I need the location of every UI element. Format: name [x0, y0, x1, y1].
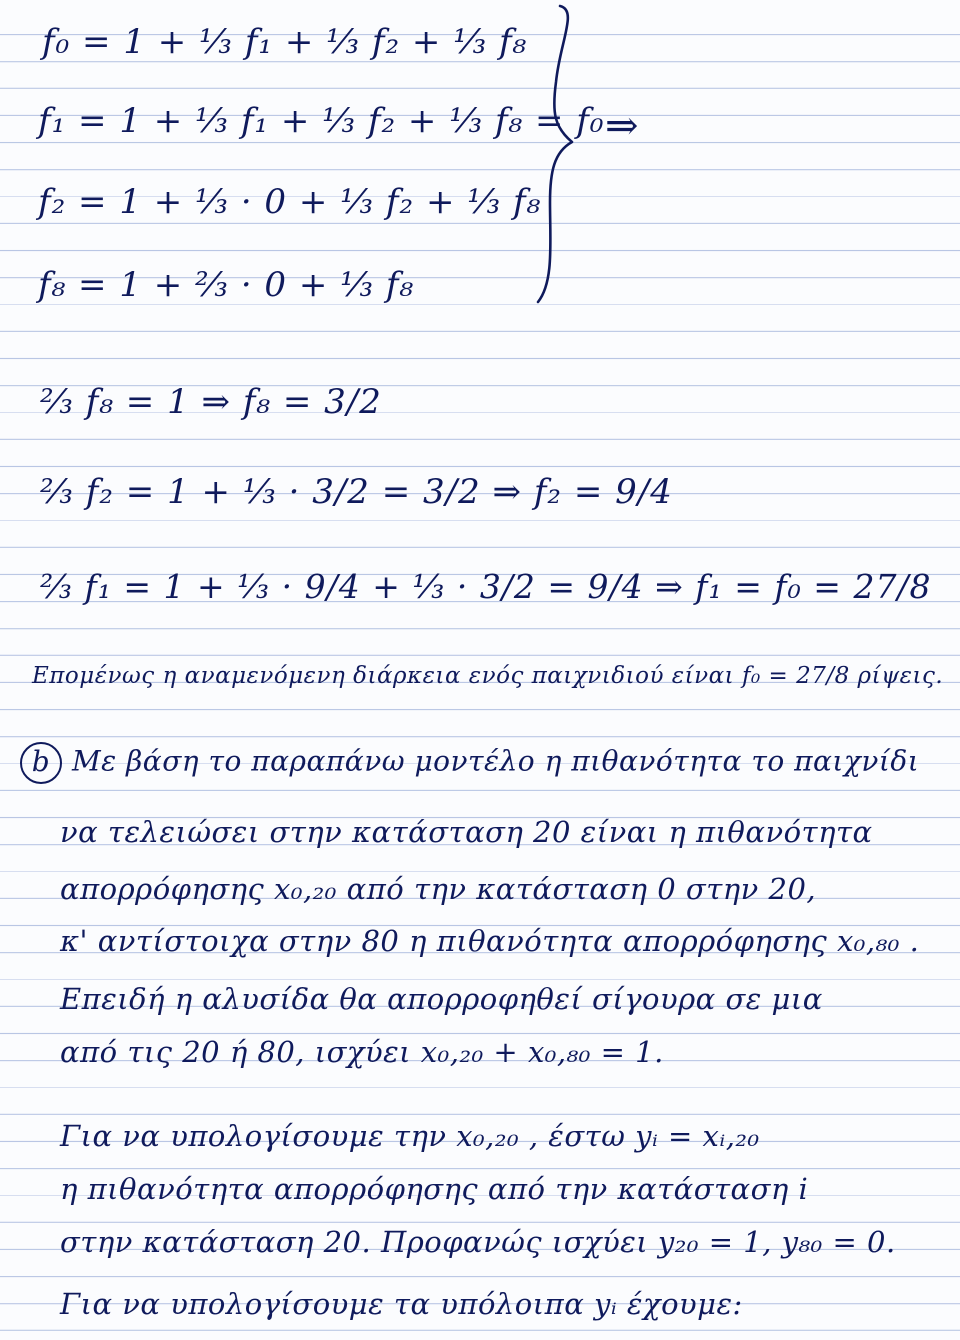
part-b-line-4: κ' αντίστοιχα στην 80 η πιθανότητα απορρόφησης x₀,₈₀ .	[60, 924, 920, 958]
part-b-label: b	[20, 742, 62, 784]
part-c-line-1: Για να υπολογίσουμε την x₀,₂₀ , έστω yᵢ = xᵢ,₂₀	[60, 1119, 760, 1153]
part-c-line-2: η πιθανότητα απορρόφησης από την κατάσταση i	[60, 1172, 809, 1206]
part-b-line-2: να τελειώσει στην κατάσταση 20 είναι η πιθανότητα	[60, 815, 873, 849]
part-b-line-1	[20, 742, 919, 784]
solution-f2: ⅔ f₂ = 1 + ⅓ · 3/2 = 3/2 ⇒ f₂ = 9/4	[40, 472, 673, 512]
part-c-line-4: Για να υπολογίσουμε τα υπόλοιπα yᵢ έχουμε:	[60, 1287, 743, 1321]
equation-f1: f₁ = 1 + ⅓ f₁ + ⅓ f₂ + ⅓ f₈ = f₀	[38, 101, 605, 141]
conclusion-text: Επομένως η αναμενόμενη διάρκεια ενός παιχνιδιού είναι f₀ = 27/8 ρίψεις.	[32, 663, 944, 689]
part-b-line-3: απορρόφησης x₀,₂₀ από την κατάσταση 0 στην 20,	[60, 872, 817, 906]
solution-f8: ⅔ f₈ = 1 ⇒ f₈ = 3/2	[40, 382, 382, 422]
equation-f2: f₂ = 1 + ⅓ · 0 + ⅓ f₂ + ⅓ f₈	[38, 182, 542, 222]
part-b-line-6: από τις 20 ή 80, ισχύει x₀,₂₀ + x₀,₈₀ = 1.	[60, 1035, 664, 1069]
part-b-text-1: Με βάση το παραπάνω μοντέλο η πιθανότητα το παιχνίδι	[72, 744, 920, 778]
equation-f8: f₈ = 1 + ⅔ · 0 + ⅓ f₈	[38, 265, 415, 305]
right-brace-icon	[520, 2, 660, 307]
part-c-line-3: στην κατάσταση 20. Προφανώς ισχύει y₂₀ = 1, y₈₀ = 0.	[60, 1225, 896, 1259]
solution-f1: ⅔ f₁ = 1 + ⅓ · 9/4 + ⅓ · 3/2 = 9/4 ⇒ f₁ = f₀ = 27/8	[40, 567, 932, 606]
equation-f0: f₀ = 1 + ⅓ f₁ + ⅓ f₂ + ⅓ f₈	[42, 22, 528, 62]
implies-arrow: ⇒	[605, 103, 640, 149]
part-b-line-5: Επειδή η αλυσίδα θα απορροφηθεί σίγουρα σε μια	[60, 982, 823, 1016]
